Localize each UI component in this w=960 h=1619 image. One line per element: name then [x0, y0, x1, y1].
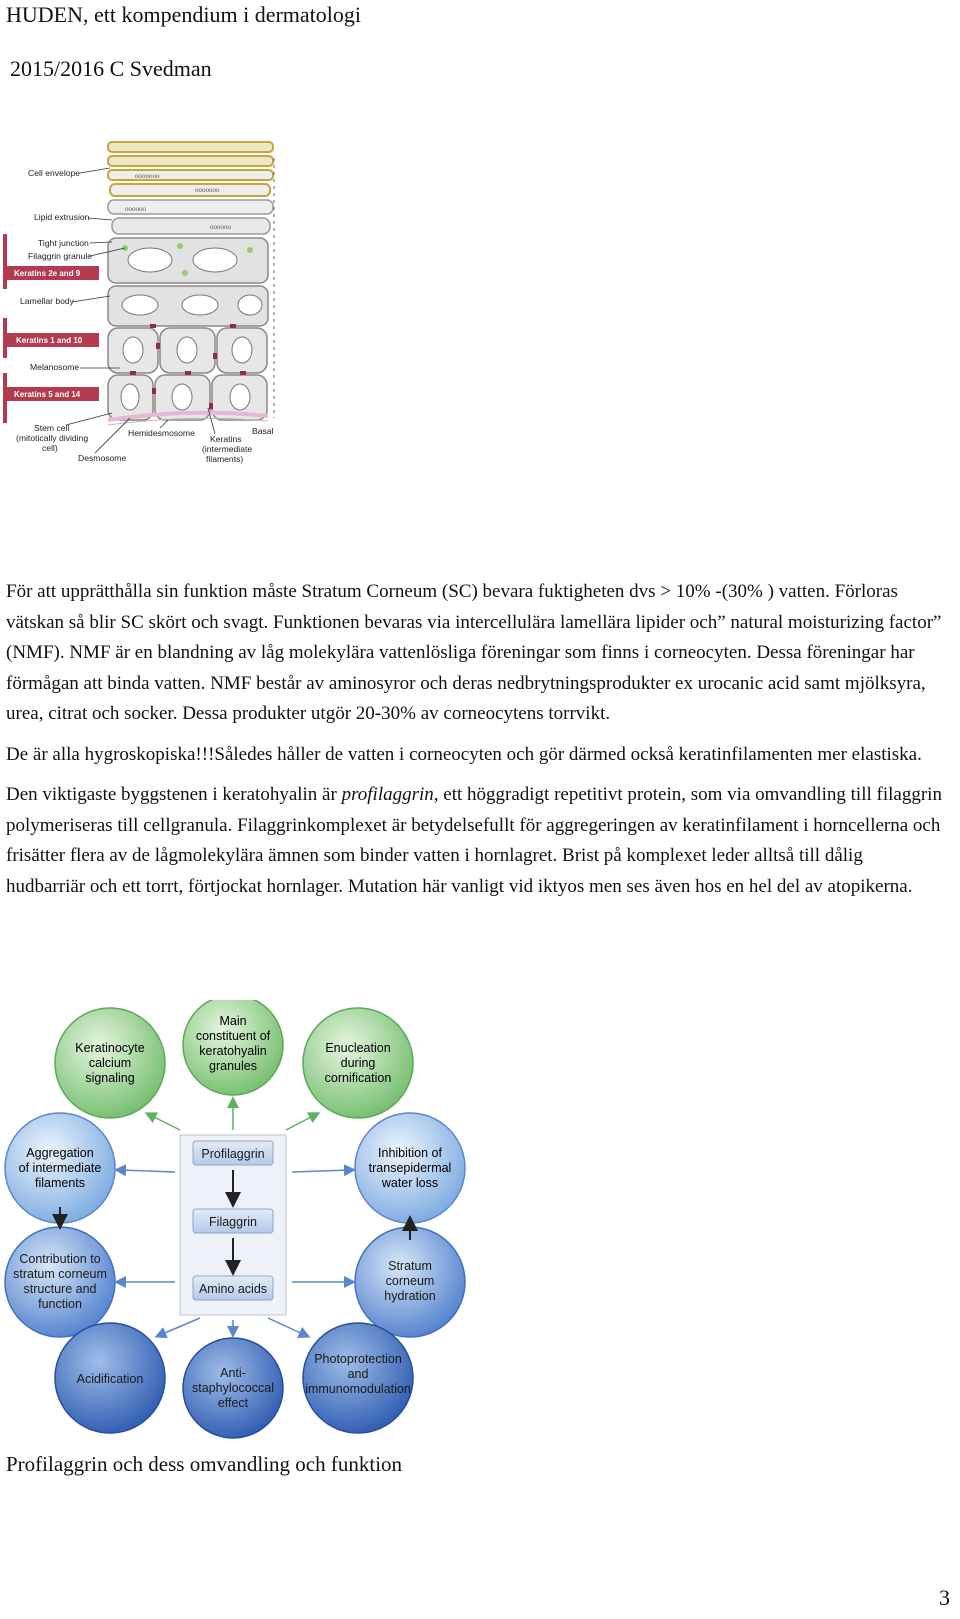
circle-text: keratohyalin	[199, 1044, 267, 1058]
circle-main-constituent	[183, 1000, 283, 1095]
circle-text: function	[38, 1297, 82, 1311]
label-keratins-if: Keratins	[210, 434, 242, 444]
circle-text: corneum	[385, 1274, 435, 1288]
label-basal: Basal	[252, 426, 274, 436]
profilaggrin-term: profilaggrin	[341, 784, 434, 805]
label-stem-cell: Stem cell	[34, 423, 70, 433]
document-subtitle: 2015/2016 C Svedman	[10, 56, 212, 81]
svg-text:ooooooo: ooooooo	[135, 172, 160, 180]
paragraph-3-end: , ett höggradigt repetitivt protein, som via omvandling till filaggrin polymeriseras till cellgranula. Filaggrinkomplexet är betydelsefullt för aggregeringen av keratinfilament i horncellerna och frisätter flera av de lågmolekylära ämnen som binder vatten i hornlagret. Brist på komplexet leder alltså till dålig hudbarriär och ett torrt, förtjockat hornlager. Mutation här vanligt vid iktyos men ses även hos en hel del av atopikerna.	[6, 784, 942, 897]
svg-text:ooooooo: ooooooo	[195, 186, 220, 194]
circle-contribution	[5, 1227, 115, 1337]
circle-text: staphylococcal	[192, 1381, 274, 1395]
label-keratins-if-2: (intermediate	[202, 444, 253, 454]
label-stem-cell-3: cell)	[42, 443, 58, 453]
paragraph-1: För att upprätthålla sin funktion måste Stratum Corneum (SC) bevara fuktigheten dvs > 10% -(30% ) vatten. Förloras vätskan så blir SC skört och svagt. Funktionen bevaras via intercellulära lamellära lipider och” natural moisturizing factor” (NMF). NMF är en blandning av låg molekylära vattenlösliga föreningar som finns i corneocyten. Dessa föreningar har förmågan att binda vatten. NMF består av aminosyror och deras nedbrytningsprodukter ex urocanic acid samt mjölksyra, urea, citrat och socker. Dessa produkter utgör 20-30% av corneocytens torrvikt.	[6, 581, 942, 724]
label-hemidesmosome: Hemidesmosome	[128, 428, 195, 438]
granular-layer	[108, 238, 268, 326]
label-filaggrin-granule: Filaggrin granule	[28, 251, 93, 261]
figure-caption: Profilaggrin och dess omvandling och funktion	[6, 1452, 403, 1476]
circle-text: Photoprotection	[314, 1352, 402, 1366]
label-keratins-if-3: filaments)	[206, 454, 244, 464]
circle-text: Enucleation	[325, 1041, 391, 1055]
circle-text: stratum corneum	[13, 1267, 107, 1281]
box-filaggrin	[193, 1209, 273, 1233]
epidermis-figure	[0, 128, 290, 473]
circle-text: constituent of	[195, 1029, 271, 1043]
box-amino-acids	[193, 1276, 273, 1300]
circle-hydration	[355, 1227, 465, 1337]
circle-anti-staph	[183, 1338, 283, 1438]
circle-text: Contribution to	[19, 1252, 101, 1266]
circle-text: effect	[217, 1396, 249, 1410]
circle-text: during	[340, 1056, 376, 1070]
corneum-layer	[108, 142, 273, 234]
label-cell-envelope: Cell envelope	[28, 168, 81, 178]
page-number: 3	[939, 1585, 950, 1610]
circle-text: immunomodulation	[305, 1382, 411, 1396]
circle-enucleation	[303, 1008, 413, 1118]
paragraph-3-start: Den viktigaste byggstenen i keratohyalin är	[6, 784, 342, 805]
paragraph-3	[6, 780, 946, 902]
green-arrows	[150, 1102, 315, 1130]
paragraph-2: De är alla hygroskopiska!!!Således håller de vatten i corneocyten och gör därmed också keratinfilamenten mer elastiska.	[6, 743, 922, 765]
circle-text: Aggregation	[26, 1146, 94, 1160]
circle-text: Inhibition of	[378, 1146, 442, 1160]
label-desmosome: Desmosome	[78, 453, 127, 463]
circle-inhibition	[355, 1113, 465, 1223]
circle-text: structure and	[23, 1282, 97, 1296]
box-text: Filaggrin	[209, 1215, 257, 1229]
svg-text:oooooo: oooooo	[210, 223, 231, 231]
circle-text: hydration	[384, 1289, 436, 1303]
circle-text: Acidification	[76, 1372, 144, 1386]
circle-text: and	[347, 1367, 369, 1381]
circle-text: Keratinocyte	[75, 1041, 145, 1055]
circle-keratinocyte-signaling	[55, 1008, 165, 1118]
label-keratins-5-14: Keratins 5 and 14	[14, 390, 81, 399]
box-text: Profilaggrin	[201, 1147, 265, 1161]
label-lipid-extrusion: Lipid extrusion	[34, 212, 90, 222]
document-title: HUDEN, ett kompendium i dermatologi	[6, 2, 361, 27]
label-melanosome: Melanosome	[30, 362, 80, 372]
circle-photoprotection	[303, 1323, 413, 1433]
label-stem-cell-2: (mitotically dividing	[16, 433, 89, 443]
circle-text: Main	[219, 1014, 247, 1028]
circle-text: granules	[209, 1059, 257, 1073]
label-keratins-1-10: Keratins 1 and 10	[16, 336, 83, 345]
circle-text: water loss	[381, 1176, 439, 1190]
label-tight-junction: Tight junction	[38, 238, 89, 248]
label-lamellar-body: Lamellar body	[20, 296, 74, 306]
circle-text: Stratum	[388, 1259, 432, 1273]
circle-text: cornification	[324, 1071, 392, 1085]
circle-text: of intermediate	[18, 1161, 102, 1175]
box-text: Amino acids	[198, 1282, 268, 1296]
label-keratins-2e9: Keratins 2e and 9	[14, 269, 81, 278]
circle-acidification	[55, 1323, 165, 1433]
box-profilaggrin	[193, 1141, 273, 1165]
circle-text: filaments	[34, 1176, 86, 1190]
circle-text: Anti-	[220, 1366, 246, 1380]
circle-text: calcium	[88, 1056, 132, 1070]
circle-text: signaling	[85, 1071, 135, 1085]
svg-text:oooooo: oooooo	[125, 205, 146, 213]
circle-text: transepidermal	[368, 1161, 452, 1175]
filaggrin-diagram	[0, 1000, 470, 1440]
circle-aggregation	[5, 1113, 115, 1223]
body-text	[6, 577, 946, 902]
